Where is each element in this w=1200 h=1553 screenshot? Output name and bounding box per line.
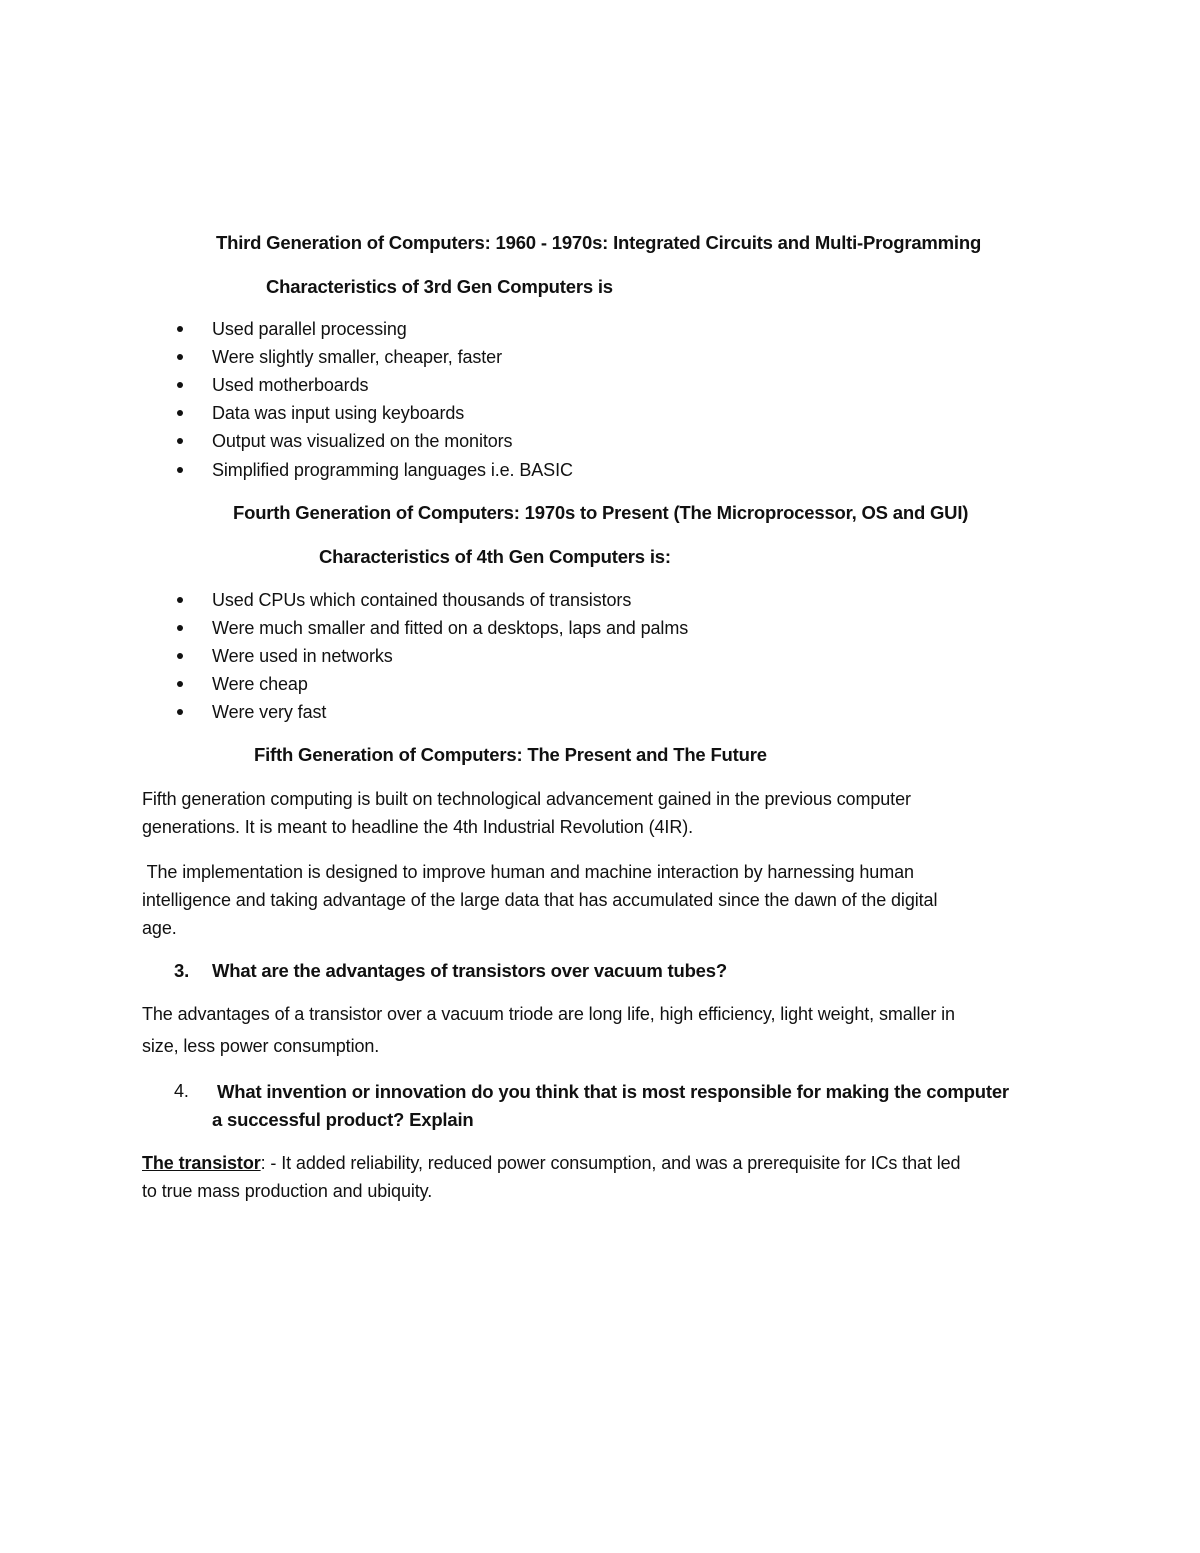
fifth-gen-paragraph-2-line-1: The implementation is designed to improve human and machine interaction by harnessing human <box>142 862 914 882</box>
answer-3-line-1: The advantages of a transistor over a vacuum triode are long life, high efficiency, light weight, smaller in <box>142 1004 955 1024</box>
list-item: Used parallel processing <box>212 319 407 339</box>
list-item: Output was visualized on the monitors <box>212 431 513 451</box>
bullet-icon <box>177 597 183 603</box>
bullet-icon <box>177 354 183 360</box>
answer-4-rest: : - It added reliability, reduced power consumption, and was a prerequisite for ICs that led <box>260 1153 961 1173</box>
fifth-gen-paragraph-1-line-1: Fifth generation computing is built on technological advancement gained in the previous computer <box>142 789 911 809</box>
list-item: Were much smaller and fitted on a desktops, laps and palms <box>212 618 689 638</box>
answer-4-line-2: to true mass production and ubiquity. <box>142 1181 433 1201</box>
bullet-icon <box>177 467 183 473</box>
bullet-icon <box>177 326 183 332</box>
list-item: Data was input using keyboards <box>212 403 465 423</box>
third-gen-title: Third Generation of Computers: 1960 - 1970s: Integrated Circuits and Multi-Programming <box>216 232 982 253</box>
list-item: Were very fast <box>212 702 327 722</box>
list-item: Used CPUs which contained thousands of transistors <box>212 590 632 610</box>
fifth-gen-paragraph-1-line-2: generations. It is meant to headline the 4th Industrial Revolution (4IR). <box>142 817 694 837</box>
list-item: Were cheap <box>212 674 308 694</box>
question-4-text-line-1: What invention or innovation do you think that is most responsible for making the computer <box>217 1081 1009 1102</box>
fifth-gen-paragraph-2-line-2: intelligence and taking advantage of the large data that has accumulated since the dawn of the digital <box>142 890 938 910</box>
fifth-gen-paragraph-2-line-3: age. <box>142 918 177 938</box>
answer-4-lead: The transistor <box>142 1153 261 1173</box>
third-gen-subtitle: Characteristics of 3rd Gen Computers is <box>266 276 613 297</box>
question-4-number: 4. <box>174 1081 189 1101</box>
fourth-gen-subtitle: Characteristics of 4th Gen Computers is: <box>319 546 671 567</box>
list-item: Were slightly smaller, cheaper, faster <box>212 347 502 367</box>
bullet-icon <box>177 382 183 388</box>
bullet-icon <box>177 653 183 659</box>
list-item: Simplified programming languages i.e. BASIC <box>212 460 573 480</box>
list-item: Used motherboards <box>212 375 369 395</box>
answer-3-line-2: size, less power consumption. <box>142 1036 380 1056</box>
bullet-icon <box>177 410 183 416</box>
fourth-gen-title: Fourth Generation of Computers: 1970s to Present (The Microprocessor, OS and GUI) <box>233 502 969 523</box>
list-item: Were used in networks <box>212 646 393 666</box>
bullet-icon <box>177 438 183 444</box>
fifth-gen-title: Fifth Generation of Computers: The Present and The Future <box>254 744 767 765</box>
answer-4-line-1 <box>142 1153 960 1174</box>
bullet-icon <box>177 625 183 631</box>
question-3-number: 3. <box>174 960 190 981</box>
question-4-text-line-2: a successful product? Explain <box>212 1109 474 1130</box>
bullet-icon <box>177 681 183 687</box>
question-3-text: What are the advantages of transistors over vacuum tubes? <box>212 960 727 981</box>
bullet-icon <box>177 709 183 715</box>
